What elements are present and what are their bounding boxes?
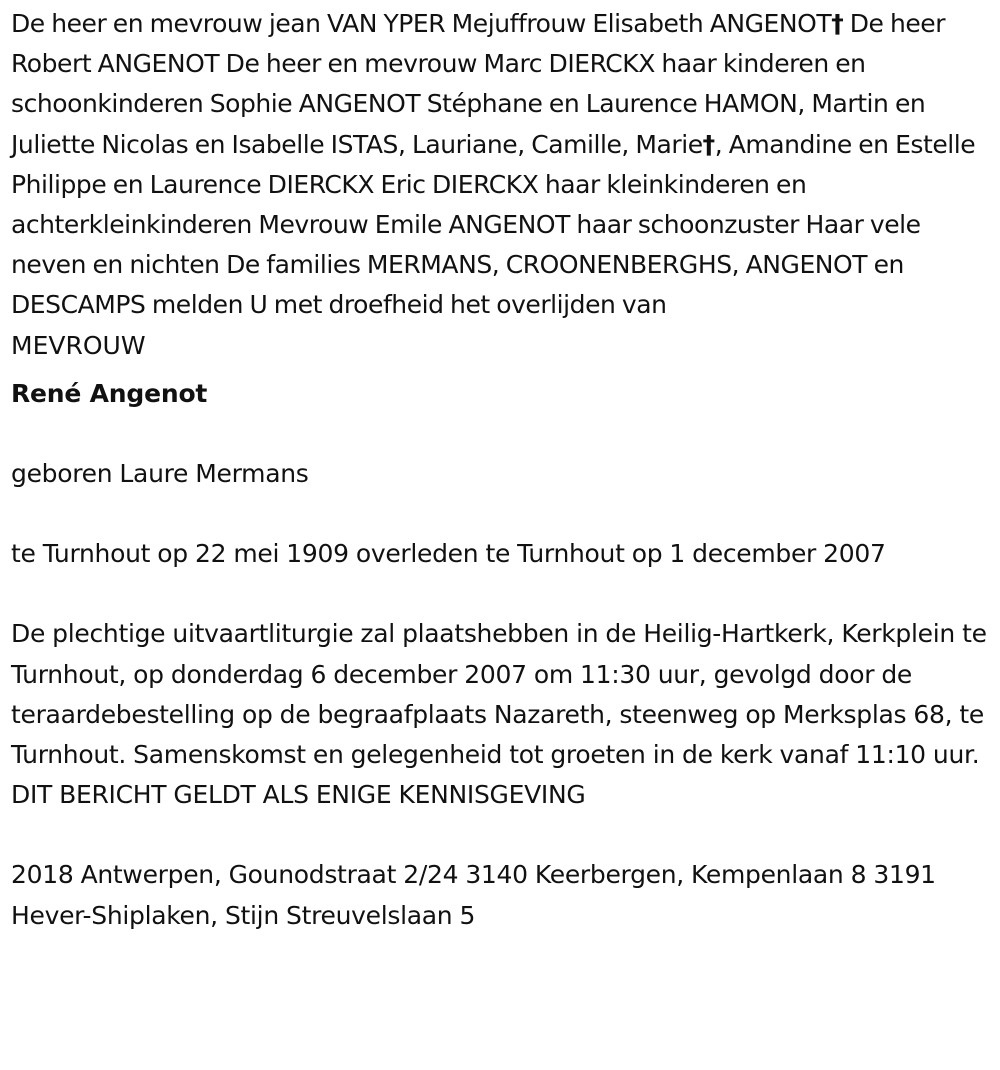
family-addresses: 2018 Antwerpen, Gounodstraat 2/24 3140 Keerbergen, Kempenlaan 8 3191 Hever-Shiplaken, Stijn Streuvelslaan 5 bbox=[11, 860, 936, 930]
deceased-name: René Angenot bbox=[11, 378, 208, 408]
deceased-cross-icon: † bbox=[702, 129, 715, 159]
honorific-title: MEVROUW bbox=[11, 330, 146, 360]
announcement-text-part-1: De heer en mevrouw jean VAN YPER Mejuffrouw Elisabeth ANGENOT bbox=[11, 9, 832, 38]
maiden-name: geboren Laure Mermans bbox=[11, 459, 309, 489]
deceased-cross-icon: † bbox=[831, 9, 844, 38]
birth-death-dates: te Turnhout op 22 mei 1909 overleden te Turnhout op 1 december 2007 bbox=[11, 539, 886, 569]
announcement-text-part-2: De heer Robert ANGENOT De heer en mevrouw Marc DIERCKX haar kinderen en schoonkinderen Sophie ANGENOT Stéphane en Laurence HAMON, Martin en Juliette Nicolas en Isabelle ISTAS, Lauriane, Camille, Marie bbox=[11, 9, 946, 159]
obituary-notice bbox=[11, 4, 993, 936]
announcement-text-part-3: , Amandine en Estelle Philippe en Laurence DIERCKX Eric DIERCKX haar kleinkinderen en achterkleinkinderen Mevrouw Emile ANGENOT haar schoonzuster Haar vele neven en nichten De families MERMANS, CROONENBERGHS, ANGENOT en DESCAMPS melden U met droefheid het overlijden van bbox=[11, 129, 976, 320]
funeral-details: De plechtige uitvaartliturgie zal plaatshebben in de Heilig-Hartkerk, Kerkplein te Turnhout, op donderdag 6 december 2007 om 11:30 uur, gevolgd door de teraardebestelling op de begraafplaats Nazareth, steenweg op Merksplas 68, te Turnhout. Samenskomst en gelegenheid tot groeten in de kerk vanaf 11:10 uur. DIT BERICHT GELDT ALS ENIGE KENNISGEVING bbox=[11, 619, 987, 810]
announcement-paragraph bbox=[11, 4, 993, 326]
